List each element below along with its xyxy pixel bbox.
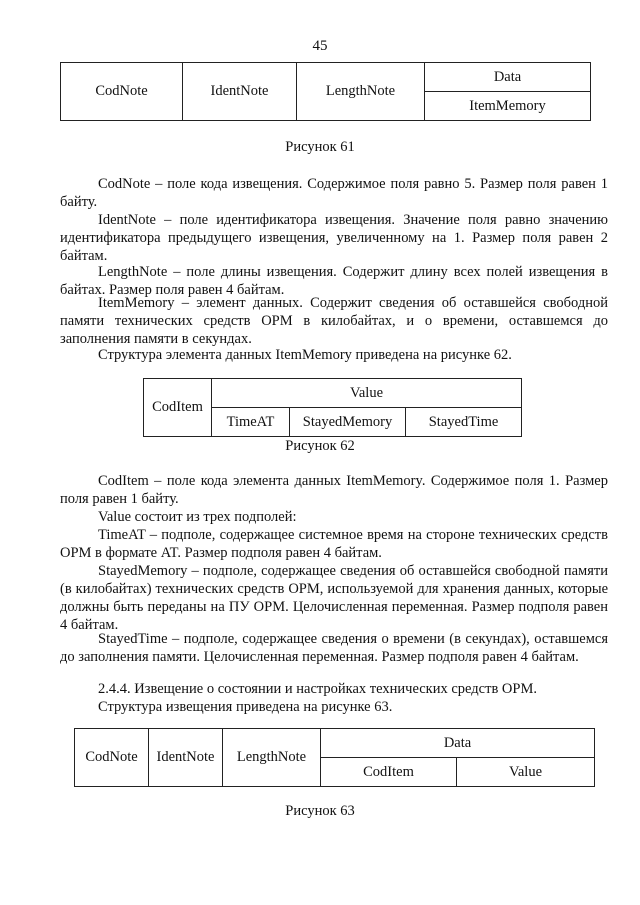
fig63-codnote-cell: CodNote <box>75 729 149 787</box>
paragraph-value-subfields: Value состоит из трех подполей: <box>98 509 297 525</box>
fig62-stayedtime-cell: StayedTime <box>406 408 522 437</box>
figure-62-caption: Рисунок 62 <box>285 438 355 454</box>
fig62-value-cell: Value <box>212 379 522 408</box>
figure-62-table <box>143 378 522 437</box>
fig61-identnote-cell: IdentNote <box>183 63 297 121</box>
fig63-data-cell: Data <box>321 729 595 758</box>
fig63-coditem-cell: CodItem <box>321 758 457 787</box>
paragraph-itemmemory: ItemMemory – элемент данных. Содержит сведения об оставшейся свободной памяти технических средств ОРМ в килобайтах, и о времени, оставшемся до заполнения памяти в секундах. <box>60 295 608 347</box>
fig63-value-cell: Value <box>457 758 595 787</box>
figure-63-table <box>74 728 595 787</box>
paragraph-structure-62: Структура элемента данных ItemMemory приведена на рисунке 62. <box>98 347 512 363</box>
fig62-timeat-cell: TimeAT <box>212 408 290 437</box>
section-heading-2-4-4: 2.4.4. Извещение о состоянии и настройках технических средств ОРМ. <box>98 681 537 697</box>
paragraph-structure-63: Структура извещения приведена на рисунке 63. <box>98 699 393 715</box>
paragraph-identnote: IdentNote – поле идентификатора извещения. Значение поля равно значению идентификатора предыдущего извещения, увеличенному на 1. Размер поля равен 2 байтам. <box>60 212 608 264</box>
fig63-identnote-cell: IdentNote <box>149 729 223 787</box>
figure-63-caption: Рисунок 63 <box>285 803 355 819</box>
fig61-lengthnote-cell: LengthNote <box>297 63 425 121</box>
paragraph-stayedtime: StayedTime – подполе, содержащее сведения о времени (в секундах), оставшемся до заполнения памяти. Целочисленная переменная. Размер подполя равен 4 байтам. <box>60 631 608 665</box>
paragraph-stayedmemory: StayedMemory – подполе, содержащее сведения об оставшейся свободной памяти (в килобайтах) технических средств ОРМ, используемой для хранения данных, которые должны быть переданы на ПУ ОРМ. Целочисленная переменная. Размер подполя равен 4 байтам. <box>60 563 608 633</box>
fig62-coditem-cell: CodItem <box>144 379 212 437</box>
paragraph-codnote: CodNote – поле кода извещения. Содержимое поля равно 5. Размер поля равен 1 байту. <box>60 176 608 210</box>
fig62-stayedmemory-cell: StayedMemory <box>290 408 406 437</box>
fig63-lengthnote-cell: LengthNote <box>223 729 321 787</box>
figure-61-caption: Рисунок 61 <box>285 139 355 155</box>
paragraph-lengthnote: LengthNote – поле длины извещения. Содержит длину всех полей извещения в байтах. Размер поля равен 4 байтам. <box>60 264 608 298</box>
paragraph-coditem: CodItem – поле кода элемента данных ItemMemory. Содержимое поля 1. Размер поля равен 1 байту. <box>60 473 608 507</box>
figure-61-table <box>60 62 591 121</box>
fig61-codnote-cell: CodNote <box>61 63 183 121</box>
paragraph-timeat: TimeAT – подполе, содержащее системное время на стороне технических средств ОРМ в формате AT. Размер подполя равен 4 байтам. <box>60 527 608 561</box>
fig61-data-cell: Data <box>425 63 591 92</box>
fig61-itemmemory-cell: ItemMemory <box>425 92 591 121</box>
page-number: 45 <box>312 38 328 54</box>
